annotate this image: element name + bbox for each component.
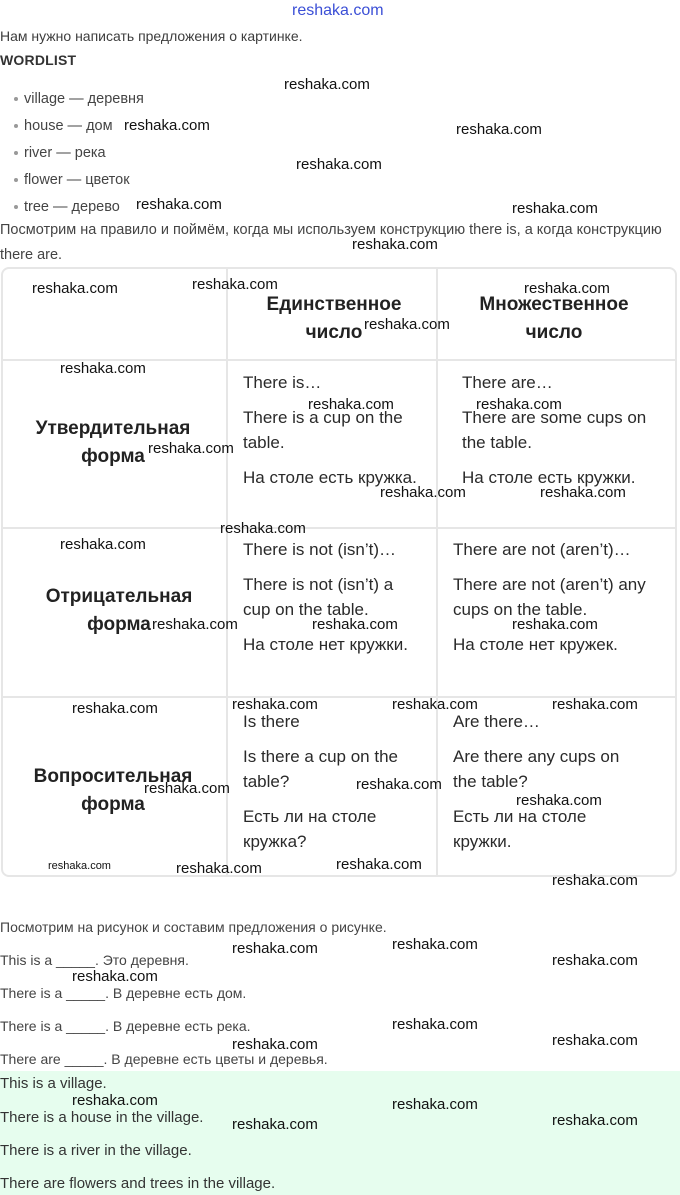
watermark: reshaka.com [552,1032,638,1049]
watermark: reshaka.com [476,396,562,413]
watermark: reshaka.com [144,780,230,797]
bullet-icon [14,205,18,209]
watermark: reshaka.com [540,484,626,501]
cell-affirmative-plural: There are… There are some cups on the table. На столе есть кружки. [462,373,647,487]
watermark: reshaka.com [552,872,638,889]
watermark: reshaka.com [524,280,610,297]
watermark: reshaka.com [392,1096,478,1113]
watermark: reshaka.com [220,520,306,537]
header-singular: Единственное число [266,294,402,343]
watermark: reshaka.com [552,696,638,713]
watermark: reshaka.com [48,860,111,872]
watermark: reshaka.com [456,121,542,138]
watermark: reshaka.com [32,280,118,297]
watermark: reshaka.com [192,276,278,293]
bullet-icon [14,124,18,128]
list-item: village — деревня [14,86,144,113]
header-watermark: reshaka.com [292,2,384,19]
cell-affirmative-singular: There is… There is a cup on the table. На столе есть кружка. [243,373,417,487]
watermark: reshaka.com [352,236,438,253]
cell-negative-singular: There is not (isn’t)… There is not (isn’t) a cup on the table. На столе нет кружки. [243,540,408,654]
task-line: This is a _____. Это деревня. [0,952,189,968]
answer-line: There are flowers and trees in the village. [0,1175,276,1192]
watermark: reshaka.com [148,440,234,457]
cell-negative-plural: There are not (aren’t)… There are not (aren’t) any cups on the table. На столе нет кружек. [453,540,646,654]
task-line: There is a _____. В деревне есть дом. [0,985,247,1001]
watermark: reshaka.com [552,952,638,969]
watermark: reshaka.com [380,484,466,501]
watermark: reshaka.com [336,856,422,873]
task-line: There are _____. В деревне есть цветы и деревья. [0,1051,328,1067]
answer-line: There is a river in the village. [0,1142,192,1159]
watermark: reshaka.com [392,696,478,713]
watermark: reshaka.com [356,776,442,793]
task-line: There is a _____. В деревне есть река. [0,1018,251,1034]
watermark: reshaka.com [308,396,394,413]
rule-text: Посмотрим на правило и поймём, когда мы используем конструкцию there is, а когда конструкцию there are. [0,222,662,263]
watermark: reshaka.com [512,200,598,217]
watermark: reshaka.com [176,860,262,877]
watermark: reshaka.com [232,940,318,957]
bullet-icon [14,151,18,155]
answer-line: There is a house in the village. [0,1109,204,1126]
watermark: reshaka.com [392,1016,478,1033]
watermark: reshaka.com [60,536,146,553]
header-plural: Множественное число [479,294,629,343]
list-item: river — река [14,140,144,167]
wordlist [14,86,144,221]
watermark: reshaka.com [232,1036,318,1053]
grammar-table [1,267,677,877]
watermark: reshaka.com [60,360,146,377]
cell-question-plural: Are there… Are there any cups on the table? Есть ли на столе кружки. [453,712,620,851]
task-intro: Посмотрим на рисунок и составим предложения о рисунке. [0,919,387,935]
watermark: reshaka.com [552,1112,638,1129]
watermark: reshaka.com [136,196,222,213]
row-label-negative: Отрицательная форма [45,586,193,635]
list-item: house — дом [14,113,144,140]
watermark: reshaka.com [232,696,318,713]
watermark: reshaka.com [312,616,398,633]
watermark: reshaka.com [364,316,450,333]
answer-line: This is a village. [0,1075,107,1092]
table-divider [3,527,675,529]
watermark: reshaka.com [72,700,158,717]
watermark: reshaka.com [72,968,158,985]
intro-text: Нам нужно написать предложения о картинке. [0,28,303,44]
row-label-affirmative: Утвердительная форма [35,418,191,467]
watermark: reshaka.com [296,156,382,173]
bullet-icon [14,97,18,101]
bullet-icon [14,178,18,182]
watermark: reshaka.com [512,616,598,633]
cell-question-singular: Is there Is there a cup on the table? Есть ли на столе кружка? [243,712,398,851]
watermark: reshaka.com [152,616,238,633]
watermark: reshaka.com [284,76,370,93]
list-item: flower — цветок [14,167,144,194]
wordlist-title: WORDLIST [0,52,77,68]
watermark: reshaka.com [72,1092,158,1109]
list-item: tree — дерево [14,194,144,221]
watermark: reshaka.com [124,117,210,134]
watermark: reshaka.com [232,1116,318,1133]
row-label-question: Вопросительная форма [33,766,193,815]
watermark: reshaka.com [392,936,478,953]
watermark: reshaka.com [516,792,602,809]
